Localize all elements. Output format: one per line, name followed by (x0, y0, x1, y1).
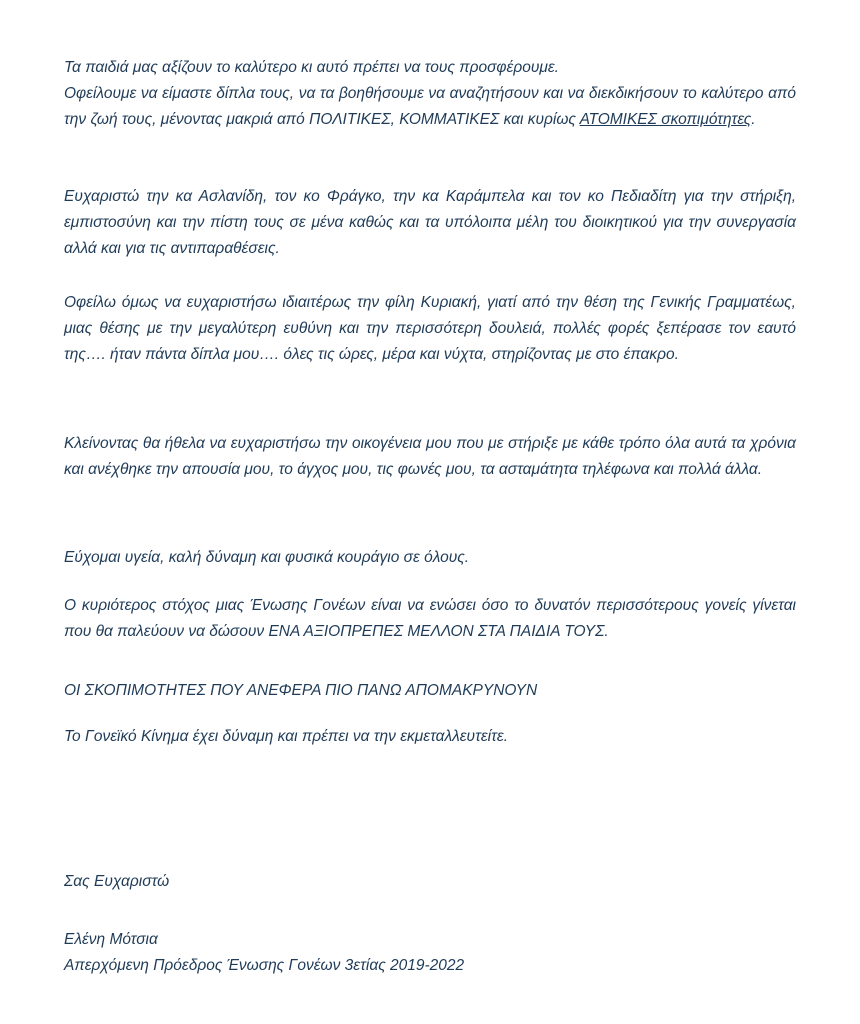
paragraph-thanks-secretary: Οφείλω όμως να ευχαριστήσω ιδιαιτέρως την φίλη Κυριακή, γιατί από την θέση της Γενικής Γραμματέως, μιας θέσης με την μεγαλύτερη ευθύνη και την περισσότερη δουλειά, πολλές φορές ξεπέρασε τον εαυτό της…. ήταν πάντα δίπλα μου…. όλες τις ώρες, μέρα και νύχτα, στηρίζοντας με στο έπακρο. (64, 294, 796, 363)
paragraph-parental-movement: Το Γονεϊκό Κίνημα έχει δύναμη και πρέπει να την εκμεταλλευτείτε. (64, 728, 509, 745)
paragraph-wishes: Εύχομαι υγεία, καλή δύναμη και φυσικά κουράγιο σε όλους. (64, 549, 470, 566)
paragraph-main-goal: Ο κυριότερος στόχος μιας Ένωσης Γονέων είναι να ενώσει όσο το δυνατόν περισσότερους γονείς γίνεται που θα παλεύουν να δώσουν ΕΝΑ ΑΞΙΟΠΡΕΠΕΣ ΜΕΛΛΟΝ ΣΤΑ ΠΑΙΔΙΑ ΤΟΥΣ. (64, 597, 796, 640)
intro-underlined-text: ΑΤΟΜΙΚΕΣ σκοπιμότητες (579, 111, 752, 128)
intro-period: . (751, 111, 756, 128)
paragraph-intro (64, 55, 796, 133)
paragraph-purposes: ΟΙ ΣΚΟΠΙΜΟΤΗΤΕΣ ΠΟΥ ΑΝΕΦΕΡΑ ΠΙΟ ΠΑΝΩ ΑΠΟΜΑΚΡΥΝΟΥΝ (64, 682, 538, 699)
intro-body-text: Οφείλουμε να είμαστε δίπλα τους, να τα βοηθήσουμε να αναζητήσουν και να διεκδικήσουν το καλύτερο από την ζωή τους, μένοντας μακριά από ΠΟΛΙΤΙΚΕΣ, ΚΟΜΜΑΤΙΚΕΣ και κυρίως (64, 85, 796, 128)
signature-block (64, 927, 796, 979)
paragraph-thanks-board: Ευχαριστώ την κα Ασλανίδη, τον κο Φράγκο, την κα Καράμπελα και τον κο Πεδιαδίτη για την στήριξη, εμπιστοσύνη και την πίστη τους σε μένα καθώς και τα υπόλοιπα μέλη του διοικητικού για την συνεργασία αλλά και για τις αντιπαραθέσεις. (64, 188, 796, 257)
signature-name: Ελένη Μότσια (64, 931, 158, 948)
intro-line: Τα παιδιά μας αξίζουν το καλύτερο κι αυτό πρέπει να τους προσφέρουμε. (64, 59, 559, 76)
intro-body (64, 81, 796, 133)
closing-thanks: Σας Ευχαριστώ (64, 873, 170, 890)
paragraph-thanks-family: Κλείνοντας θα ήθελα να ευχαριστήσω την οικογένεια μου που με στήριξε με κάθε τρόπο όλα αυτά τα χρόνια και ανέχθηκε την απουσία μου, το άγχος μου, τις φωνές μου, τα ασταμάτητα τηλέφωνα και πολλά άλλα. (64, 435, 796, 478)
signature-title: Απερχόμενη Πρόεδρος Ένωσης Γονέων 3ετίας 2019-2022 (64, 957, 465, 974)
